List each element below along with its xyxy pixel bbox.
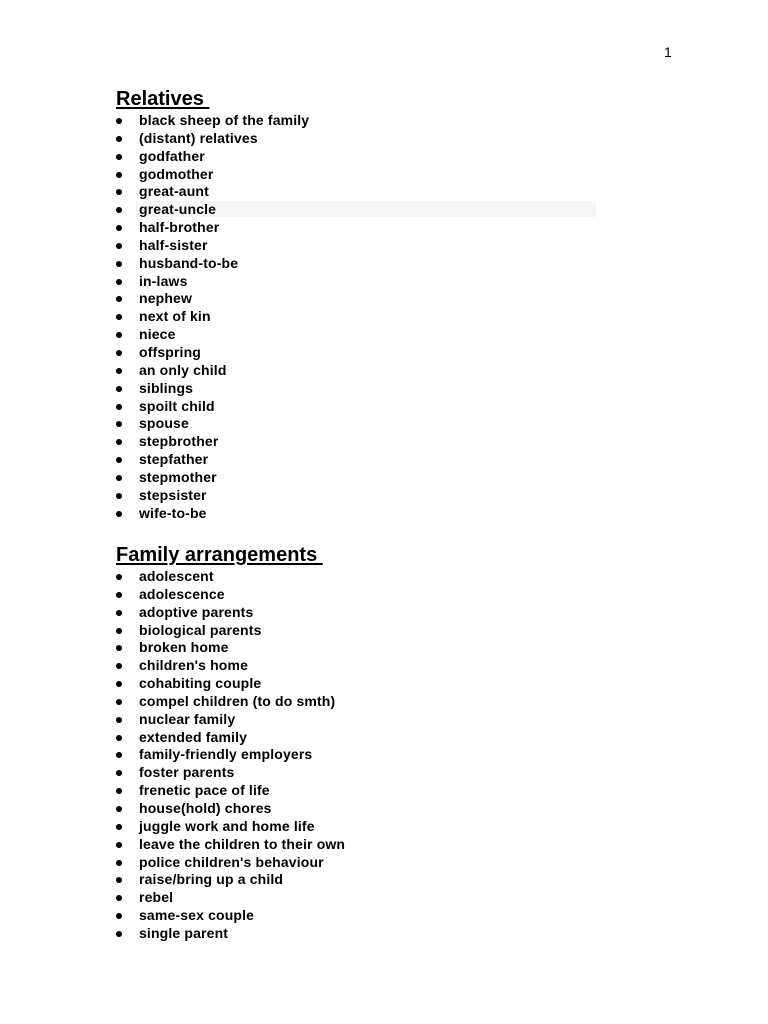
list-item-text: siblings xyxy=(139,379,194,396)
page-number: 1 xyxy=(664,44,672,60)
list-item-text: extended family xyxy=(139,728,248,745)
list-item xyxy=(116,871,345,889)
list-item xyxy=(116,925,345,943)
bullet-icon xyxy=(116,574,122,580)
list-item-text: broken home xyxy=(139,639,229,656)
list-item xyxy=(116,604,345,622)
list-item-text: raise/bring up a child xyxy=(139,871,284,888)
list-item xyxy=(116,505,309,523)
list-item-text: great-aunt xyxy=(139,183,209,200)
list-item xyxy=(116,675,345,693)
bullet-icon xyxy=(116,699,122,705)
list-item-text: spouse xyxy=(139,415,189,432)
list-item xyxy=(116,818,345,836)
list-item-text: great-uncle xyxy=(139,201,217,218)
bullet-icon xyxy=(116,511,122,517)
list-item-text: adolescence xyxy=(139,585,225,602)
list-item-text: stepbrother xyxy=(139,433,219,450)
list-item xyxy=(116,782,345,800)
list-item xyxy=(116,433,309,451)
list-item xyxy=(116,130,309,148)
list-item-text: children's home xyxy=(139,657,249,674)
list-item xyxy=(116,380,309,398)
list-item-text: stepmother xyxy=(139,468,217,485)
list-item-text: half-sister xyxy=(139,236,208,253)
list-item xyxy=(116,469,309,487)
list-item xyxy=(116,237,309,255)
list-item-text: in-laws xyxy=(139,272,188,289)
list-item-text: juggle work and home life xyxy=(139,817,315,834)
bullet-icon xyxy=(116,735,122,741)
list-item xyxy=(116,255,309,273)
list-item xyxy=(116,729,345,747)
list-item-text: husband-to-be xyxy=(139,254,239,271)
list-item xyxy=(116,308,309,326)
bullet-icon xyxy=(116,770,122,776)
list-item xyxy=(116,183,309,201)
bullet-icon xyxy=(116,824,122,830)
list-item-text: compel children (to do smth) xyxy=(139,692,336,709)
family-arrangements-list xyxy=(116,568,345,943)
bullet-icon xyxy=(116,296,122,302)
bullet-icon xyxy=(116,154,122,160)
bullet-icon xyxy=(116,189,122,195)
bullet-icon xyxy=(116,386,122,392)
list-item xyxy=(116,451,309,469)
bullet-icon xyxy=(116,610,122,616)
bullet-icon xyxy=(116,860,122,866)
list-item xyxy=(116,326,309,344)
list-item xyxy=(116,711,345,729)
list-item-text: next of kin xyxy=(139,308,211,325)
bullet-icon xyxy=(116,136,122,142)
bullet-icon xyxy=(116,475,122,481)
list-item-text: family-friendly employers xyxy=(139,746,313,763)
bullet-icon xyxy=(116,118,122,124)
list-item xyxy=(116,836,345,854)
list-item xyxy=(116,622,345,640)
list-item xyxy=(116,415,309,433)
list-item-text: frenetic pace of life xyxy=(139,782,270,799)
list-item-text: house(hold) chores xyxy=(139,799,272,816)
list-item-text: half-brother xyxy=(139,219,220,236)
bullet-icon xyxy=(116,457,122,463)
bullet-icon xyxy=(116,877,122,883)
list-item-text: cohabiting couple xyxy=(139,675,262,692)
list-item-text: same-sex couple xyxy=(139,907,255,924)
bullet-icon xyxy=(116,404,122,410)
bullet-icon xyxy=(116,895,122,901)
list-item-text: offspring xyxy=(139,343,202,360)
bullet-icon xyxy=(116,913,122,919)
list-item xyxy=(116,800,345,818)
list-item-text: wife-to-be xyxy=(139,504,207,521)
list-item-text: police children's behaviour xyxy=(139,853,324,870)
bullet-icon xyxy=(116,752,122,758)
list-item-text: spoilt child xyxy=(139,397,215,414)
list-item-text: single parent xyxy=(139,924,229,941)
bullet-icon xyxy=(116,592,122,598)
bullet-icon xyxy=(116,645,122,651)
list-item xyxy=(116,693,345,711)
list-item-text: stepfather xyxy=(139,451,209,468)
list-item xyxy=(116,746,345,764)
bullet-icon xyxy=(116,350,122,356)
list-item xyxy=(116,290,309,308)
list-item xyxy=(116,568,345,586)
list-item xyxy=(116,657,345,675)
bullet-icon xyxy=(116,717,122,723)
list-item xyxy=(116,639,345,657)
list-item xyxy=(116,112,309,130)
list-item xyxy=(116,398,309,416)
list-item xyxy=(116,854,345,872)
list-item-text: nuclear family xyxy=(139,710,236,727)
list-item-text: (distant) relatives xyxy=(139,129,258,146)
bullet-icon xyxy=(116,663,122,669)
bullet-icon xyxy=(116,172,122,178)
list-item xyxy=(116,586,345,604)
bullet-icon xyxy=(116,279,122,285)
list-item xyxy=(116,166,309,184)
list-item-text: foster parents xyxy=(139,764,235,781)
list-item xyxy=(116,344,309,362)
list-item-text: godfather xyxy=(139,147,205,164)
list-item xyxy=(116,201,309,219)
list-item-text: niece xyxy=(139,326,176,343)
bullet-icon xyxy=(116,842,122,848)
bullet-icon xyxy=(116,261,122,267)
bullet-icon xyxy=(116,332,122,338)
list-item xyxy=(116,764,345,782)
list-item xyxy=(116,907,345,925)
bullet-icon xyxy=(116,788,122,794)
relatives-heading: Relatives xyxy=(116,88,210,110)
bullet-icon xyxy=(116,806,122,812)
bullet-icon xyxy=(116,628,122,634)
list-item-text: black sheep of the family xyxy=(139,112,310,128)
list-item xyxy=(116,362,309,380)
list-item xyxy=(116,219,309,237)
list-item-text: adoptive parents xyxy=(139,603,254,620)
bullet-icon xyxy=(116,931,122,937)
family-arrangements-heading: Family arrangements xyxy=(116,544,323,566)
bullet-icon xyxy=(116,207,122,213)
list-item xyxy=(116,487,309,505)
list-item-text: an only child xyxy=(139,361,227,378)
bullet-icon xyxy=(116,681,122,687)
list-item xyxy=(116,889,345,907)
list-item-text: adolescent xyxy=(139,568,214,584)
bullet-icon xyxy=(116,368,122,374)
relatives-list xyxy=(116,112,309,522)
bullet-icon xyxy=(116,439,122,445)
list-item-text: stepsister xyxy=(139,486,207,503)
list-item-text: nephew xyxy=(139,290,193,307)
list-item xyxy=(116,148,309,166)
list-item-text: biological parents xyxy=(139,621,262,638)
bullet-icon xyxy=(116,493,122,499)
list-item-text: rebel xyxy=(139,889,174,906)
bullet-icon xyxy=(116,421,122,427)
list-item xyxy=(116,273,309,291)
bullet-icon xyxy=(116,225,122,231)
family-arrangements-section xyxy=(116,542,345,943)
relatives-section xyxy=(116,86,309,522)
list-item-text: godmother xyxy=(139,165,214,182)
bullet-icon xyxy=(116,314,122,320)
bullet-icon xyxy=(116,243,122,249)
list-item-text: leave the children to their own xyxy=(139,835,346,852)
